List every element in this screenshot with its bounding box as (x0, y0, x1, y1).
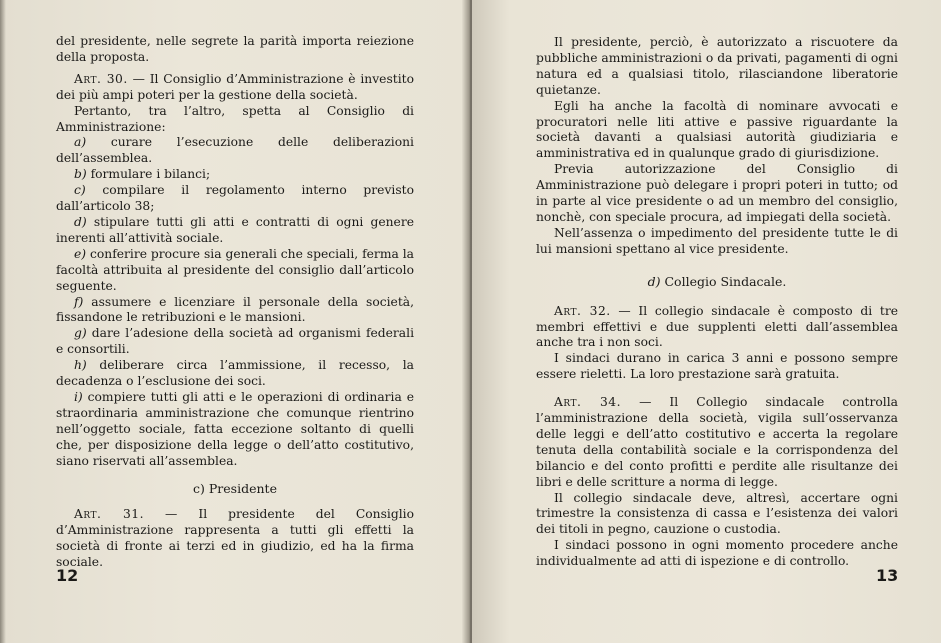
article-label: Art. 34. (554, 395, 622, 410)
article-text: — Il presidente del Consiglio d’Amministrazione rappresenta a tutti gli effetti la società di fronte ai terzi ed in giudizio, ed ha la firma sociale. (56, 507, 414, 570)
section-title: Collegio Sindacale. (660, 273, 787, 289)
section-heading (56, 481, 414, 497)
list-item (56, 247, 414, 295)
article-label: Art. 32. (554, 303, 611, 318)
list-item (56, 183, 414, 215)
left-page-text (56, 34, 414, 571)
article-label: Art. 30. (74, 71, 128, 86)
list-item (56, 358, 414, 390)
page-number: 12 (56, 566, 79, 585)
section-marker: c) (193, 481, 205, 497)
list-item (56, 390, 414, 470)
list-marker: g) (74, 326, 87, 341)
list-marker: e) (74, 246, 87, 261)
list-item-text: assumere e licenziare il personale della società, fissandone le retribuzioni e le mansioni. (56, 294, 414, 325)
right-page (472, 0, 941, 643)
list-item-text: dare l’adesione della società ad organismi federali e consortili. (56, 326, 414, 357)
section-title: Presidente (204, 481, 277, 497)
paragraph: Il collegio sindacale deve, altresì, accertare ogni trimestre la consistenza di cassa e l’esistenza dei valori dei titoli in pegno, cauzione o custodia. (536, 490, 898, 537)
list-marker: i) (74, 389, 83, 404)
section-marker: d) (647, 273, 661, 289)
list-item (56, 215, 414, 247)
article-paragraph (56, 72, 414, 104)
right-page-text (536, 35, 898, 570)
paragraph: Egli ha anche la facoltà di nominare avvocati e procuratori nelle liti attive e passive riguardante la società davanti a qualsiasi autorità giudiziaria e amministrativa ed in qualunque grado di giurisdizione. (536, 98, 898, 161)
list-item (56, 135, 414, 167)
article-paragraph (536, 304, 898, 352)
article-text: — Il Consiglio d’Amministrazione è investito dei più ampi poteri per la gestione della società. (56, 71, 414, 102)
article-label: Art. 31. (74, 507, 144, 522)
list-marker: b) (74, 167, 87, 182)
page-number: 13 (876, 566, 899, 585)
article-text: — Il Collegio sindacale controlla l’amministrazione della società, vigila sull’osservanza delle leggi e dell’atto costitutivo e accerta la regolare tenuta della contabilità sociale e la corrispondenza del bilancio e del conto profitti e perdite alle risultanze dei libri e delle scritture a norma di legge. (536, 395, 898, 489)
list-marker: f) (74, 294, 84, 309)
list-item-text: formulare i bilanci; (86, 167, 211, 182)
list-marker: c) (74, 183, 86, 198)
left-page (0, 0, 468, 643)
list-item-text: compiere tutti gli atti e le operazioni di ordinaria e straordinaria amministrazione che comunque rientrino nell’oggetto sociale, fatta eccezione soltanto di quelli che, per disposizione della legge o dell’atto costitutivo, siano riservati all’assemblea. (56, 389, 414, 468)
list-item-text: curare l’esecuzione delle deliberazioni dell’assemblea. (56, 135, 414, 166)
list-marker: h) (74, 358, 87, 373)
list-item-text: compilare il regolamento interno previsto dall’articolo 38; (56, 183, 414, 214)
paragraph: Pertanto, tra l’altro, spetta al Consiglio di Amministrazione: (56, 103, 414, 134)
list-item (56, 326, 414, 358)
paragraph: I sindaci durano in carica 3 anni e possono sempre essere rieletti. La loro prestazione sarà gratuita. (536, 351, 898, 382)
list-marker: d) (74, 214, 87, 229)
list-marker: a) (74, 135, 87, 150)
list-item (56, 167, 414, 183)
paragraph: Nell’assenza o impedimento del presidente tutte le di lui mansioni spettano al vice presidente. (536, 225, 898, 256)
paragraph: Previa autorizzazione del Consiglio di Amministrazione può delegare i propri poteri in tutto; od in parte al vice presidente o ad un membro del consiglio, nonchè, con speciale procura, ad impiegati della società. (536, 162, 898, 224)
list-item (56, 295, 414, 327)
paragraph: Il presidente, perciò, è autorizzato a riscuotere da pubbliche amministrazioni o da privati, pagamenti di ogni natura ed a qualsiasi titolo, rilasciandone liberatorie quietanze. (536, 35, 898, 97)
paragraph: I sindaci possono in ogni momento procedere anche individualmente ad atti di ispezione e di controllo. (536, 538, 898, 569)
list-item-text: stipulare tutti gli atti e contratti di ogni genere inerenti all’attività sociale. (56, 214, 414, 245)
page-edge-shadow (0, 0, 6, 643)
section-heading (536, 274, 898, 290)
paragraph: del presidente, nelle segrete la parità importa reiezione della proposta. (56, 34, 414, 64)
article-paragraph (536, 395, 898, 490)
article-text: — Il collegio sindacale è composto di tre membri effettivi e due supplenti eletti dall’assemblea anche tra i non soci. (536, 303, 898, 350)
list-item-text: deliberare circa l’ammissione, il recesso, la decadenza o l’esclusione dei soci. (56, 358, 414, 389)
article-paragraph (56, 507, 414, 571)
list-item-text: conferire procure sia generali che speciali, ferma la facoltà attribuita al presidente del consiglio dall’articolo seguente. (56, 246, 414, 293)
